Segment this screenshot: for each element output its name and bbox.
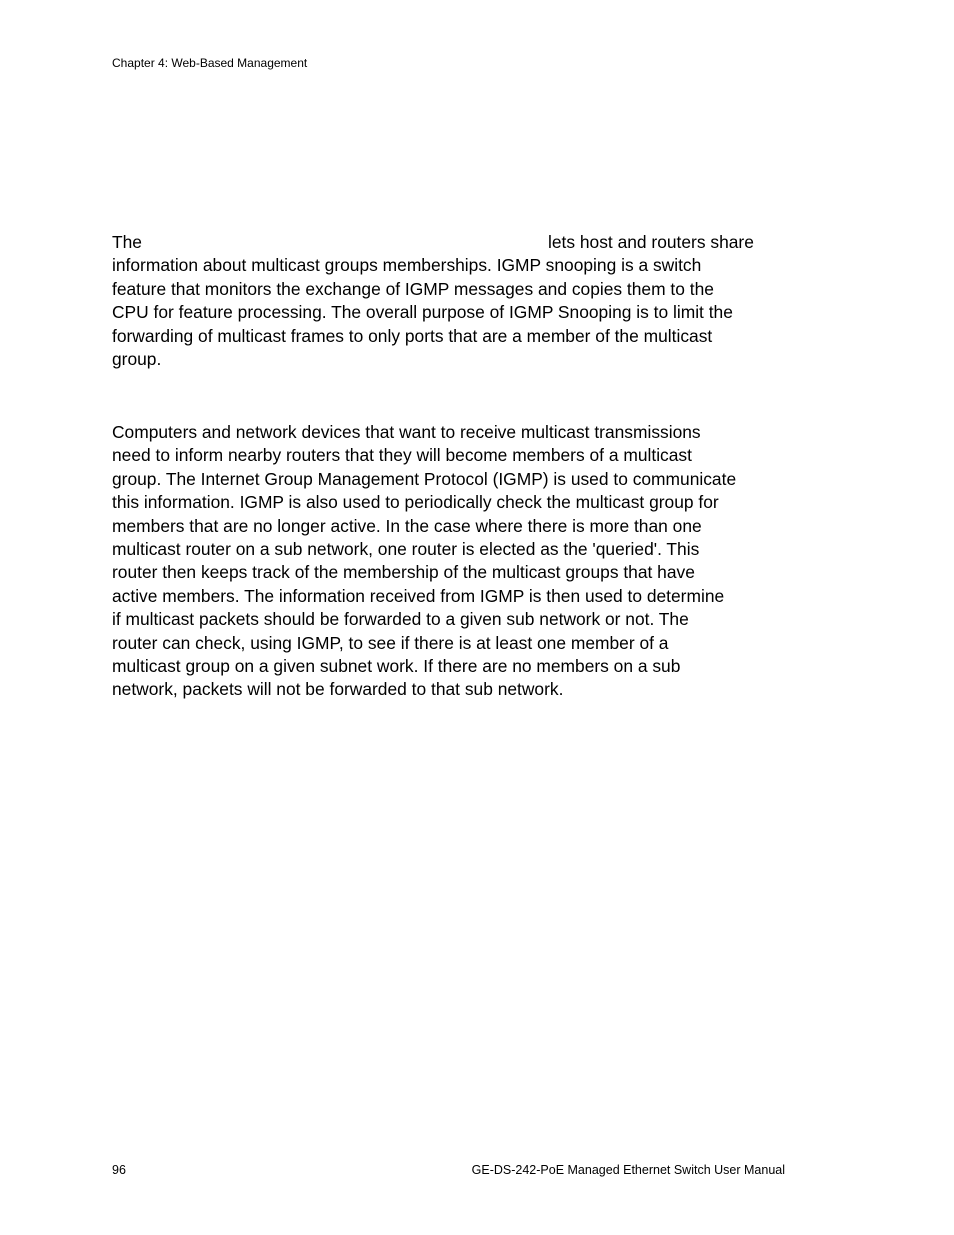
paragraph-line: this information. IGMP is also used to periodically check the multicast group for: [112, 492, 719, 513]
paragraph-line: CPU for feature processing. The overall purpose of IGMP Snooping is to limit the: [112, 302, 733, 323]
paragraph-line: group. The Internet Group Management Protocol (IGMP) is used to communicate: [112, 468, 737, 489]
intro-paragraph: [112, 231, 792, 371]
paragraph-line: Computers and network devices that want to receive multicast transmissions: [112, 422, 701, 442]
paragraph-line: multicast router on a sub network, one router is elected as the 'queried'. This: [112, 539, 700, 560]
paragraph-line: feature that monitors the exchange of IGMP messages and copies them to the: [112, 278, 714, 299]
paragraph-line: [112, 231, 792, 254]
paragraph-line: network, packets will not be forwarded to that sub network.: [112, 679, 564, 700]
paragraph-line: members that are no longer active. In the case where there is more than one: [112, 515, 702, 536]
paragraph-line: forwarding of multicast frames to only ports that are a member of the multicast: [112, 325, 713, 346]
manual-title: GE-DS-242-PoE Managed Ethernet Switch User Manual: [471, 1163, 785, 1177]
paragraph-line: router can check, using IGMP, to see if there is at least one member of a: [112, 632, 669, 653]
paragraph-line: information about multicast groups memberships. IGMP snooping is a switch: [112, 255, 702, 276]
running-header: Chapter 4: Web-Based Management: [112, 56, 308, 70]
paragraph-line: group.: [112, 349, 162, 370]
paragraph-line: active members. The information received from IGMP is then used to determine: [112, 585, 725, 606]
paragraph-line: need to inform nearby routers that they will become members of a multicast: [112, 445, 692, 466]
details-paragraph: [112, 421, 792, 702]
paragraph-line: multicast group on a given subnet work. If there are no members on a sub: [112, 656, 681, 677]
page-number: 96: [112, 1163, 126, 1177]
paragraph-line: if multicast packets should be forwarded to a given sub network or not. The: [112, 609, 689, 630]
paragraph-line: router then keeps track of the membership of the multicast groups that have: [112, 562, 695, 583]
paragraph-lead-word: The: [112, 232, 142, 252]
paragraph-line-text: lets host and routers share: [547, 232, 754, 252]
